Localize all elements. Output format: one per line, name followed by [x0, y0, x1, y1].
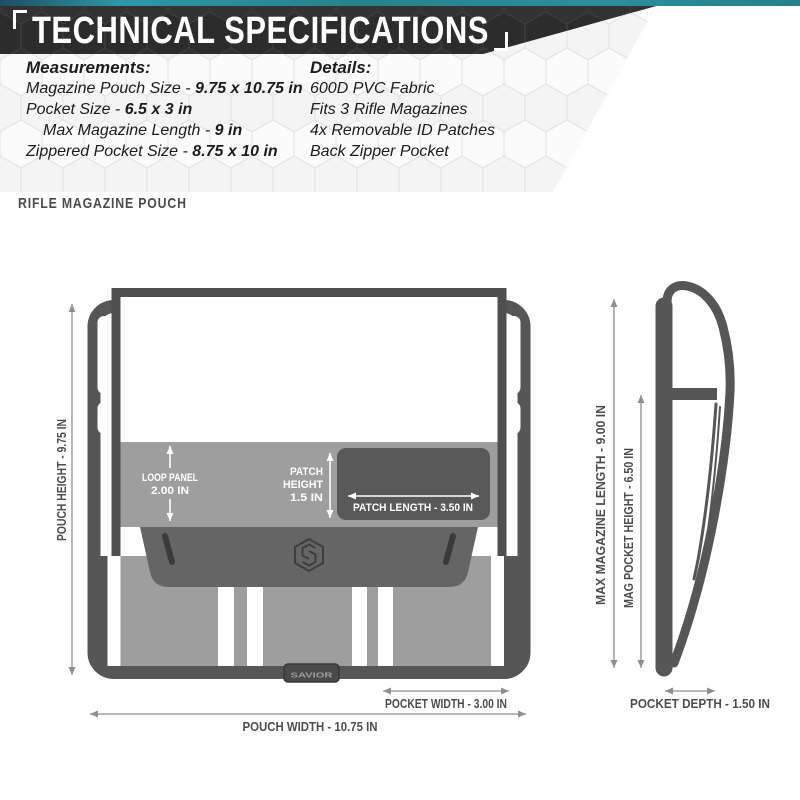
title-row: [13, 7, 508, 54]
measurement-label: Max Magazine Length -: [43, 122, 215, 139]
front-view: [94, 293, 524, 683]
pouch-width-label: POUCH WIDTH - 10.75 IN: [242, 719, 378, 734]
measurement-item: [26, 141, 303, 162]
loop-panel-label-line2: 2.00 IN: [151, 485, 190, 497]
measurement-value: 9 in: [214, 122, 243, 139]
patch-height-label-line3: 1.5 IN: [290, 492, 324, 504]
max-magazine-length-dimension: [593, 299, 614, 668]
patch-length-label: PATCH LENGTH - 3.50 IN: [353, 502, 474, 514]
measurements-section: [26, 57, 303, 162]
accent-bar: [0, 0, 800, 6]
detail-item: Back Zipper Pocket: [310, 143, 449, 160]
bracket-open-icon: [13, 10, 27, 29]
patch-height-label-line1: PATCH: [290, 466, 324, 478]
pocket-width-label: POCKET WIDTH - 3.00 IN: [385, 696, 507, 711]
measurement-item: [26, 120, 303, 141]
detail-item: Fits 3 Rifle Magazines: [310, 101, 468, 118]
product-label: RIFLE MAGAZINE POUCH: [18, 195, 187, 212]
detail-item: 4x Removable ID Patches: [310, 122, 495, 139]
brand-tag-label: SAVIOR: [290, 672, 333, 680]
mag-pocket-height-label: MAG POCKET HEIGHT - 6.50 IN: [621, 413, 636, 608]
measurement-item: [26, 78, 303, 99]
side-flap-curve: [667, 286, 730, 663]
pouch-diagram: [0, 240, 800, 800]
pocket-depth-dimension: [630, 691, 770, 711]
pouch-height-dimension: [54, 304, 72, 675]
measurements-heading: Measurements:: [26, 58, 151, 77]
pocket-depth-label: POCKET DEPTH - 1.50 IN: [630, 696, 770, 711]
mag-pocket-height-dimension: [621, 395, 641, 668]
measurement-item: [26, 99, 303, 120]
pouch-height-label: POUCH HEIGHT - 9.75 IN: [54, 387, 69, 541]
measurement-label: Pocket Size -: [26, 101, 125, 118]
loop-panel-label-line1: LOOP PANEL: [142, 472, 199, 484]
page-title: TECHNICAL SPECIFICATIONS: [32, 8, 489, 52]
side-view: [656, 286, 730, 668]
measurement-label: Magazine Pouch Size -: [26, 80, 195, 97]
measurement-value: 6.5 x 3 in: [124, 101, 193, 118]
patch-height-label-line2: HEIGHT: [283, 479, 324, 491]
details-section: [310, 57, 495, 162]
detail-item: 600D PVC Fabric: [310, 80, 435, 97]
brand-tag: [284, 664, 339, 682]
measurement-value: 8.75 x 10 in: [192, 143, 278, 160]
details-heading: Details:: [310, 58, 372, 77]
measurement-label: Zippered Pocket Size -: [26, 143, 193, 160]
pocket-width-dimension: [383, 691, 509, 711]
measurement-value: 9.75 x 10.75 in: [194, 80, 303, 97]
bracket-close-icon: [494, 32, 508, 51]
max-magazine-length-label: MAX MAGAZINE LENGTH - 9.00 IN: [593, 392, 608, 605]
pouch-flap: [140, 527, 478, 587]
pouch-width-dimension: [90, 714, 526, 734]
